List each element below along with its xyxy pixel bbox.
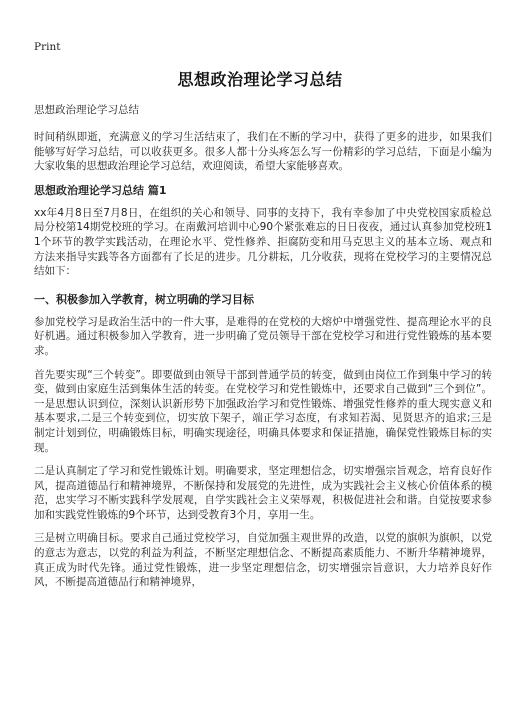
document-subtitle: 思想政治理论学习总结	[34, 104, 139, 116]
document-body	[34, 103, 492, 599]
intro-paragraph: 时间稍纵即逝，充满意义的学习生活结束了，我们在不断的学习中，获得了更多的进步，如果我们能够写好学习总结，可以收获更多。很多人都十分头疼怎么写一份精彩的学习总结，下面是小编为大家收集的思想政治理论学习总结，欢迎阅读，希望大家能够喜欢。	[34, 131, 492, 173]
section-heading-2: 一、积极参加入学教育，树立明确的学习目标	[34, 292, 254, 306]
section-heading-1: 思想政治理论学习总结 篇1	[34, 183, 167, 197]
paragraph-4: 二是认真制定了学习和党性锻炼计划。明确要求，坚定理想信念，切实增强宗旨观念，培育良好作风，提高道德品行和精神境界，不断保持和发展党的先进性，成为实践社会主义核心价值体系的模范，忠实学习不断实践科学发展观，自学实践社会主义荣辱观，积极促进社会和谐。自觉按要求参加和实践党性锻炼的9个环节，达到受教育3个月，享用一生。	[34, 465, 492, 521]
paragraph-1: xx年4月8日至7月8日，在组织的关心和领导、同事的支持下，我有幸参加了中央党校国家质检总局分校第14期党校班的学习。在南戴河培训中心90个紧张难忘的日日夜夜，通过认真参加党校班11个环节的教学实践活动，在理论水平、党性修养、拒腐防变和用马克思主义的基本立场、观点和方法来指导实践等各方面都有了长足的进步。几分耕耘，几分收获，现将在党校学习的主要情况总结如下：	[34, 206, 492, 278]
paragraph-5: 三是树立明确目标。要求自己通过党校学习，自觉加强主观世界的改造，以党的旗帜为旗帜，以党的意志为意志，以党的利益为利益，不断坚定理想信念、不断提高素质能力、不断升华精神境界，真正成为时代先锋。通过党性锻炼，进一步坚定理想信念，切实增强宗旨意识，大力培养良好作风，不断提高道德品行和精神境界，	[34, 532, 492, 589]
page-title: 思想政治理论学习总结	[177, 70, 343, 89]
print-link[interactable]: Print	[34, 41, 61, 53]
paragraph-2: 参加党校学习是政治生活中的一件大事，是难得的在党校的大熔炉中增强党性、提高理论水平的良好机遇。通过积极参加入学教育，进一步明确了党员领导干部在党校学习和进行党性锻炼的基本要求。	[34, 315, 492, 357]
paragraph-3: 首先要实现“三个转变”。即要做到由领导干部到普通学员的转变，做到由岗位工作到集中学习的转变，做到由家庭生活到集体生活的转变。在党校学习和党性锻炼中，还要求自己做到“三个到位”。一是思想认识到位，深刻认识新形势下加强政治学习和党性锻炼、增强党性修养的重大现实意义和基本要求,二是三个转变到位，切实放下架子，端正学习态度，有求知若渴、见贤思齐的追求;三是制定计划到位，明确锻炼目标，明确实现途径，明确具体要求和保证措施，确保党性锻炼目标的实现。	[34, 368, 492, 454]
